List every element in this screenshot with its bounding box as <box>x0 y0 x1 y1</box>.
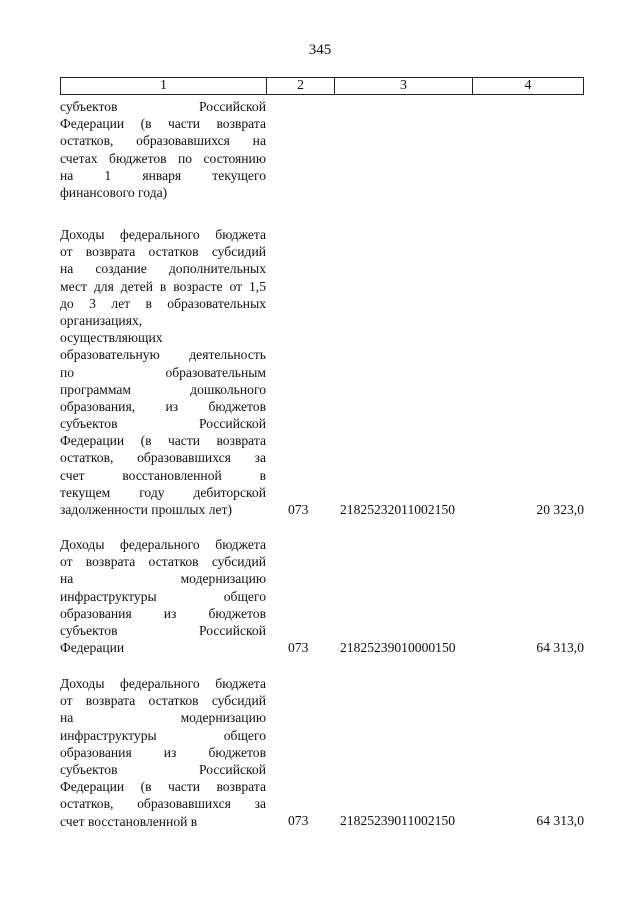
description-line: по образовательным <box>60 364 266 380</box>
description-line: Доходы федерального бюджета <box>60 676 266 691</box>
row-description <box>60 675 266 830</box>
description-line: субъектов Российской <box>60 622 266 638</box>
description-line: субъектов Российской <box>60 416 266 432</box>
row-description <box>60 226 266 518</box>
description-line: инфраструктуры общего <box>60 727 266 743</box>
description-line: инфраструктуры общего <box>60 588 266 604</box>
description-line: образовательную деятельность <box>60 347 266 363</box>
description-line: субъектов Российской <box>60 761 266 777</box>
description-line: от возврата остатков субсидий <box>60 693 266 709</box>
header-col-1: 1 <box>61 78 267 94</box>
description-line: Доходы федерального бюджета <box>60 227 266 242</box>
budget-classification-code: 21825239011002150 <box>340 813 456 829</box>
table-header <box>60 77 584 95</box>
description-line: на создание дополнительных <box>60 261 266 277</box>
table-row <box>60 536 584 656</box>
description-line: Федерации <box>60 640 125 656</box>
amount: 64 313,0 <box>536 640 584 656</box>
row-description <box>60 98 266 201</box>
description-line: задолженности прошлых лет) <box>60 502 233 517</box>
description-line: остатков, образовавшихся за <box>60 450 266 466</box>
header-col-2: 2 <box>267 78 335 94</box>
description-line: образования, из бюджетов <box>60 398 266 414</box>
header-col-4: 4 <box>524 78 532 93</box>
description-line: от возврата остатков субсидий <box>60 244 266 260</box>
admin-code: 073 <box>288 640 309 656</box>
description-line: счет восстановленной в <box>60 813 198 829</box>
table-row <box>60 675 584 830</box>
description-line: на модернизацию <box>60 571 266 587</box>
budget-classification-code: 21825232011002150 <box>340 501 456 517</box>
description-line: на модернизацию <box>60 710 266 726</box>
admin-code: 073 <box>288 813 309 829</box>
description-line: Федерации (в части возврата <box>60 433 266 449</box>
description-line: организациях, <box>60 312 143 328</box>
description-line: текущем году дебиторской <box>60 484 266 500</box>
page-number: 345 <box>308 42 332 58</box>
budget-classification-code: 21825239010000150 <box>340 640 456 656</box>
table-row <box>60 226 584 518</box>
description-line: образования из бюджетов <box>60 605 266 621</box>
row-description <box>60 536 266 656</box>
description-line: Федерации (в части возврата <box>60 116 266 132</box>
amount: 20 323,0 <box>536 501 584 517</box>
table-row <box>60 98 584 201</box>
description-line: мест для детей в возрасте от 1,5 <box>60 278 266 294</box>
description-line: Доходы федерального бюджета <box>60 537 266 552</box>
description-line: программам дошкольного <box>60 381 266 397</box>
description-line: на 1 января текущего <box>60 167 266 183</box>
description-line: образования из бюджетов <box>60 744 266 760</box>
description-line: остатков, образовавшихся за <box>60 796 266 812</box>
description-line: счетах бюджетов по состоянию <box>60 150 266 166</box>
description-line: осуществляющих <box>60 330 163 346</box>
admin-code: 073 <box>288 501 309 517</box>
description-line: от возврата остатков субсидий <box>60 554 266 570</box>
description-line: субъектов Российской <box>60 99 266 114</box>
header-col-3: 3 <box>335 78 473 94</box>
description-line: остатков, образовавшихся на <box>60 133 266 149</box>
description-line: до 3 лет в образовательных <box>60 295 266 311</box>
description-line: финансового года) <box>60 184 168 200</box>
amount: 64 313,0 <box>536 813 584 829</box>
description-line: Федерации (в части возврата <box>60 779 266 795</box>
description-line: счет восстановленной в <box>60 467 266 483</box>
